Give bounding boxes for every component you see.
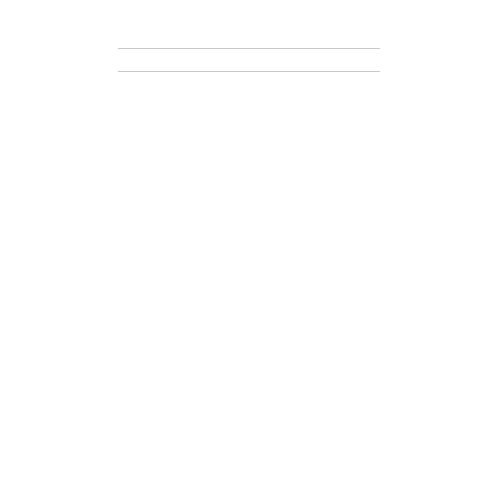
section-divider <box>118 48 380 49</box>
section-divider <box>118 71 380 72</box>
table-of-contents <box>118 38 380 90</box>
